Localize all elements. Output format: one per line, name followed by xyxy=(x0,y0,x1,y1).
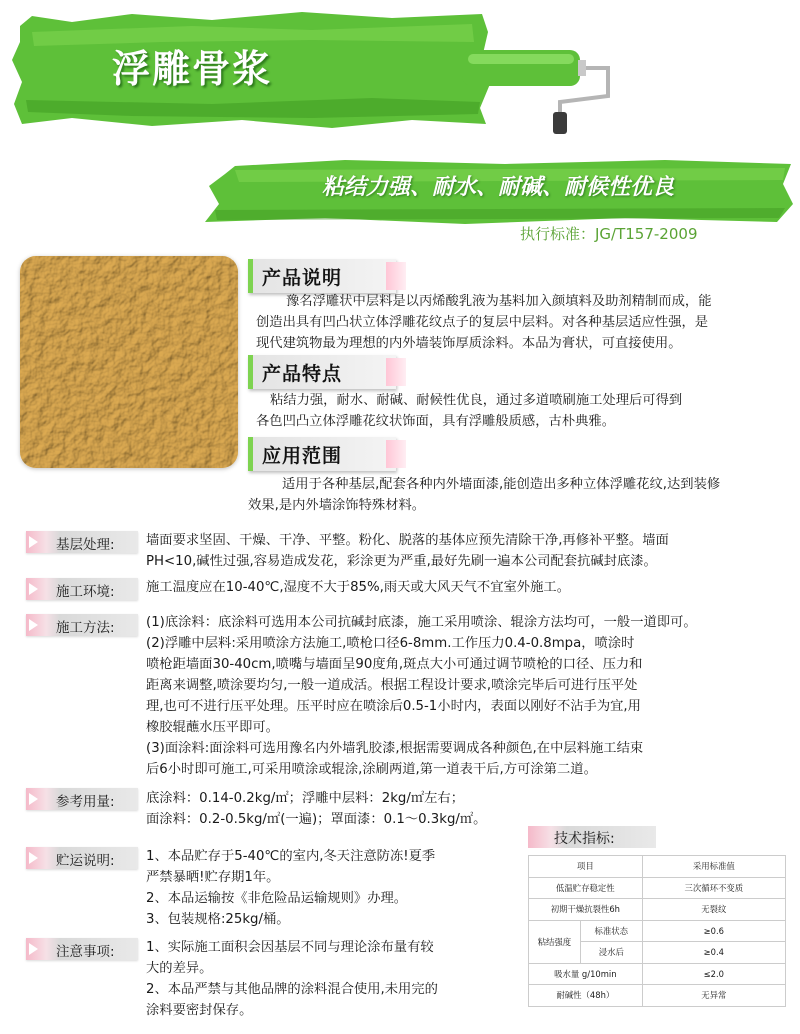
table-cell: 初期干燥抗裂性6h xyxy=(529,899,643,921)
table-cell: 无异常 xyxy=(642,985,785,1007)
section-heading-description: 产品说明 xyxy=(248,259,406,293)
description-text: 豫名浮雕状中层料是以丙烯酸乳液为基料加入颜填料及助剂精制而成，能 创造出具有凹凸状立体浮雕花纹点子的复层中层料。对各种基层适应性强，是 现代建筑物最为理想的内外墙装饰厚质涂料。本品为膏状，可直接使用。 xyxy=(256,294,712,351)
substrate-prep-text: 墙面要求坚固、干燥、干净、平整。粉化、脱落的基体应预先清除干净,再修补平整。墙面 PH<10,碱性过强,容易造成发花，彩涂更为严重,最好先刷一遍本公司配套抗碱封底漆。 xyxy=(146,533,669,569)
table-row xyxy=(529,856,786,878)
table-header-item: 项目 xyxy=(529,856,643,878)
table-cell: 标准状态 xyxy=(580,920,642,942)
paint-roller-icon xyxy=(440,4,620,134)
page-title: 浮雕骨浆 xyxy=(112,46,273,91)
table-cell: ≥0.6 xyxy=(642,920,785,942)
table-row xyxy=(529,985,786,1007)
texture-sample-image xyxy=(20,256,238,468)
applications-text: 适用于各种基层,配套各种内外墙面漆,能创造出多种立体浮雕花纹,达到装修 效果,是内外墙涂饰特殊材料。 xyxy=(248,477,721,513)
label-substrate-prep: 基层处理: xyxy=(26,531,138,553)
table-row xyxy=(529,877,786,899)
section-heading-applications: 应用范围 xyxy=(248,437,406,471)
table-cell: 粘结强度 xyxy=(529,920,581,963)
section-heading-features: 产品特点 xyxy=(248,355,406,389)
standard-code: 执行标准：JG/T157-2009 xyxy=(520,225,698,243)
storage-text: 1、本品贮存于5-40℃的室内,冬天注意防冻!夏季 严禁暴晒!贮存期1年。 2、本品运输按《非危险品运输规则》办理。 3、包装规格:25kg/桶。 xyxy=(146,849,436,927)
application-method-text: (1)底涂料：底涂料可选用本公司抗碱封底漆，施工采用喷涂、辊涂方法均可，一般一道即可。 (2)浮雕中层料:采用喷涂方法施工,喷枪口径6-8mm.工作压力0.4-0.8mpa，喷涂时 喷枪距墙面30-40cm,喷嘴与墙面呈90度角,斑点大小可通过调节喷枪的口径、压力和 距离来调整,喷涂要均匀,一般一道成活。根据工程设计要求,喷涂完毕后可进行压平处 理,也可不进行压平处理。压平时应在喷涂后0.5-1小时内，表面以刚好不沾手为宜,用 橡胶辊蘸水压平即可。 (3)面涂料:面涂料可选用豫名内外墙乳胶漆,根据需要调成各种颜色,在中层料施工结束 后6小时即可施工,可采用喷涂或辊涂,涂刷两道,第一道表干后,方可涂第二道。 xyxy=(146,615,697,777)
coverage-text: 底涂料：0.14-0.2kg/㎡；浮雕中层料：2kg/㎡左右； 面涂料：0.2-0.5kg/㎡(一遍)；罩面漆：0.1～0.3kg/㎡。 xyxy=(146,791,487,827)
label-application-method: 施工方法: xyxy=(26,614,138,636)
label-environment: 施工环境: xyxy=(26,578,138,600)
precautions-text: 1、实际施工面积会因基层不同与理论涂布量有较 大的差异。 2、本品严禁与其他品牌的涂料混合使用,未用完的 涂料要密封保存。 xyxy=(146,940,438,1018)
label-coverage: 参考用量: xyxy=(26,788,138,810)
label-storage: 贮运说明: xyxy=(26,847,138,869)
table-cell: ≥0.4 xyxy=(642,942,785,964)
label-precautions: 注意事项: xyxy=(26,938,138,960)
table-cell: 三次循环不变质 xyxy=(642,877,785,899)
environment-text: 施工温度应在10-40℃,湿度不大于85%,雨天或大风天气不宜室外施工。 xyxy=(146,580,570,595)
slogan: 粘结力强、耐水、耐碱、耐候性优良 xyxy=(322,174,675,200)
table-cell: ≤2.0 xyxy=(642,963,785,985)
table-cell: 浸水后 xyxy=(580,942,642,964)
label-technical-specs: 技术指标: xyxy=(528,826,656,848)
table-row xyxy=(529,899,786,921)
spec-table xyxy=(528,855,786,1007)
table-header-value: 采用标准值 xyxy=(642,856,785,878)
table-row xyxy=(529,963,786,985)
table-cell: 低温贮存稳定性 xyxy=(529,877,643,899)
table-cell: 无裂纹 xyxy=(642,899,785,921)
table-cell: 耐碱性（48h） xyxy=(529,985,643,1007)
table-cell: 吸水量 g/10min xyxy=(529,963,643,985)
features-text: 粘结力强，耐水、耐碱、耐候性优良，通过多道喷刷施工处理后可得到 各色凹凸立体浮雕花纹状饰面，具有浮雕般质感，古朴典雅。 xyxy=(256,393,683,429)
table-row xyxy=(529,920,786,942)
